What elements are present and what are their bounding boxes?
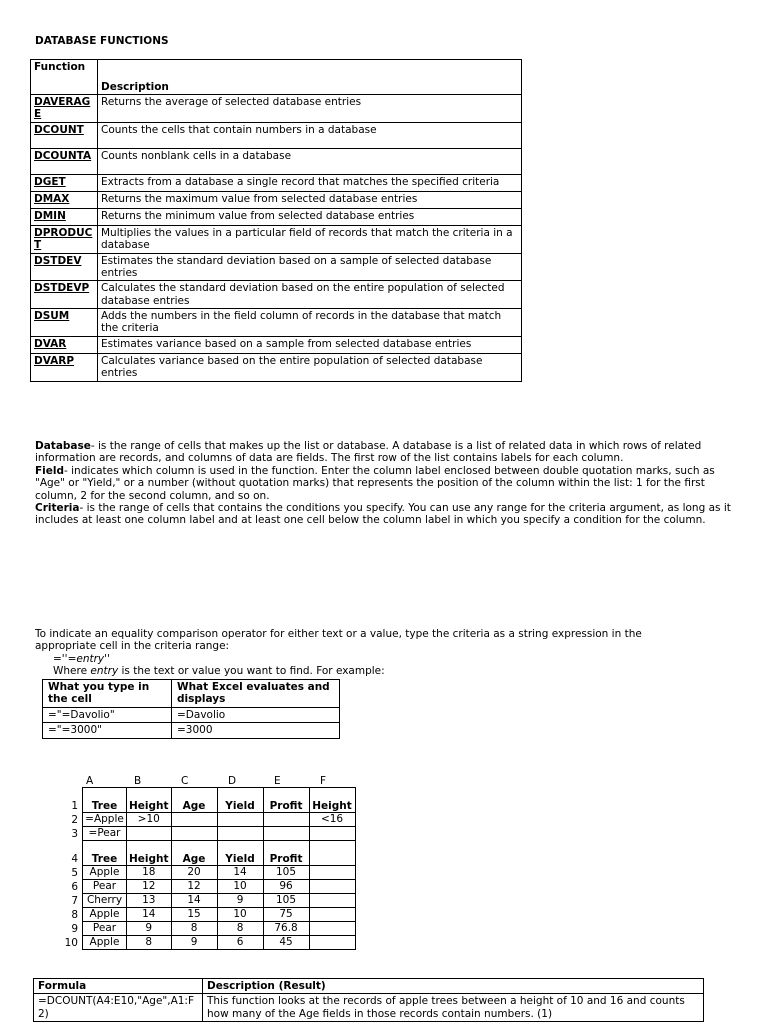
function-name[interactable]: DSTDEV: [31, 253, 98, 281]
function-description: Counts nonblank cells in a database: [98, 148, 522, 174]
table-row: [34, 994, 704, 1022]
column-letter: C: [181, 775, 189, 787]
function-name[interactable]: DCOUNTA: [31, 148, 98, 174]
table-row: [43, 707, 340, 722]
sheet-cell: Height: [309, 788, 355, 813]
function-description: Estimates variance based on a sample from selected database entries: [98, 336, 522, 353]
table-row: [31, 225, 522, 253]
field-definition: [35, 465, 735, 502]
criteria-definition: [35, 502, 735, 527]
sheet-cell: 9: [217, 894, 263, 908]
function-description: Returns the minimum value from selected database entries: [98, 208, 522, 225]
sheet-cell: Tree: [83, 841, 127, 866]
sheet-cell: 76.8: [263, 922, 309, 936]
sheet-cell: [309, 880, 355, 894]
sheet-cell: Pear: [83, 922, 127, 936]
column-letter: B: [134, 775, 142, 787]
sheet-cell: Cherry: [83, 894, 127, 908]
table-header-row: [31, 60, 522, 95]
column-letter: A: [86, 775, 94, 787]
sheet-cell: 8: [127, 936, 172, 950]
column-header-type: What you type in the cell: [43, 680, 172, 708]
row-number: 4: [71, 853, 78, 866]
table-row: [31, 253, 522, 281]
function-name[interactable]: DCOUNT: [31, 122, 98, 148]
sheet-cell: Age: [171, 788, 217, 813]
sheet-cell: 13: [127, 894, 172, 908]
equality-formula: [35, 653, 675, 665]
argument-definitions: [35, 440, 735, 527]
evaluated-value: =Davolio: [172, 707, 340, 722]
sheet-row: [58, 922, 355, 936]
formula-entry: entry: [76, 652, 105, 665]
sheet-cell: Height: [127, 841, 172, 866]
sheet-row: [58, 813, 355, 827]
sheet-cell: 12: [127, 880, 172, 894]
column-header-formula: Formula: [34, 979, 203, 994]
sheet-cell: =Pear: [83, 827, 127, 841]
sheet-cell: Apple: [83, 936, 127, 950]
sheet-row: [58, 788, 355, 813]
function-name[interactable]: DSUM: [31, 309, 98, 337]
sheet-cell: [171, 813, 217, 827]
sheet-cell: [309, 827, 355, 841]
table-header-row: [43, 680, 340, 708]
function-name[interactable]: DSTDEVP: [31, 281, 98, 309]
table-row: [31, 281, 522, 309]
database-term: Database: [35, 440, 91, 452]
table-row: [31, 148, 522, 174]
column-letter: D: [228, 775, 237, 787]
sheet-cell: [309, 908, 355, 922]
table-row: [31, 353, 522, 381]
typed-value: ="=Davolio": [43, 707, 172, 722]
function-description: Extracts from a database a single record that matches the specified criteria: [98, 174, 522, 191]
sheet-cell: 105: [263, 866, 309, 880]
column-header-description: Description: [98, 60, 522, 95]
sheet-cell: 45: [263, 936, 309, 950]
function-name[interactable]: DVARP: [31, 353, 98, 381]
row-number: 8: [71, 909, 78, 922]
column-header-function: Function: [31, 60, 98, 95]
table-row: [31, 208, 522, 225]
table-row: [31, 122, 522, 148]
sheet-row: [58, 908, 355, 922]
sheet-cell: 9: [127, 922, 172, 936]
formula-suffix: '': [104, 652, 110, 665]
database-text: - is the range of cells that makes up the list or database. A database is a list of related data in which rows of related information are records, and columns of data are fields. The first row of the list contains labels for each column.: [35, 440, 702, 465]
sheet-cell: Apple: [83, 908, 127, 922]
sheet-cell: [127, 827, 172, 841]
function-description: Returns the average of selected database entries: [98, 95, 522, 123]
sheet-cell: 96: [263, 880, 309, 894]
row-number: 5: [71, 867, 78, 880]
sheet-cell: [309, 866, 355, 880]
row-number: 2: [71, 814, 78, 827]
field-text: - indicates which column is used in the function. Enter the column label enclosed between double quotation marks, such as "Age" or "Yield," or a number (without quotation marks) that represents the position of the column within the list: 1 for the first column, 2 for the second column, and so on.: [35, 464, 715, 502]
sheet-cell: 6: [217, 936, 263, 950]
sheet-cell: [217, 827, 263, 841]
sheet-cell: [309, 841, 355, 866]
sheet-cell: [309, 922, 355, 936]
sheet-row: [58, 894, 355, 908]
sheet-cell: 14: [127, 908, 172, 922]
formula-table: [33, 978, 704, 1022]
sheet-cell: 8: [171, 922, 217, 936]
function-description: Calculates the standard deviation based on the entire population of selected database entries: [98, 281, 522, 309]
functions-table: [30, 59, 522, 382]
sheet-cell: =Apple: [83, 813, 127, 827]
sheet-cell: Profit: [263, 841, 309, 866]
sheet-cell: 20: [171, 866, 217, 880]
sheet-cell: 75: [263, 908, 309, 922]
table-row: [31, 336, 522, 353]
sheet-cell: Profit: [263, 788, 309, 813]
function-description: Adds the numbers in the field column of records in the database that match the criteria: [98, 309, 522, 337]
column-letter: F: [320, 775, 327, 787]
equality-instructions: [35, 628, 675, 678]
sheet-cell: 15: [171, 908, 217, 922]
formula-prefix: =''=: [53, 652, 77, 665]
sheet-cell: 105: [263, 894, 309, 908]
equality-where: [35, 665, 675, 677]
sheet-cell: 12: [171, 880, 217, 894]
sheet-cell: Pear: [83, 880, 127, 894]
sheet-cell: Apple: [83, 866, 127, 880]
page-title: DATABASE FUNCTIONS: [35, 35, 169, 47]
table-header-row: [34, 979, 704, 994]
where-suffix: is the text or value you want to find. For example:: [118, 665, 385, 678]
column-header-description: Description (Result): [203, 979, 704, 994]
criteria-term: Criteria: [35, 501, 80, 514]
sheet-cell: >10: [127, 813, 172, 827]
example-spreadsheet: [58, 787, 356, 950]
sheet-cell: Yield: [217, 841, 263, 866]
sheet-cell: Age: [171, 841, 217, 866]
function-name[interactable]: DVAR: [31, 336, 98, 353]
sheet-cell: 14: [171, 894, 217, 908]
field-term: Field: [35, 464, 65, 477]
table-row: [31, 95, 522, 123]
sheet-cell: Tree: [83, 788, 127, 813]
function-name[interactable]: DAVERAGE: [31, 95, 98, 123]
where-entry: entry: [90, 665, 119, 678]
sheet-row: [58, 827, 355, 841]
criteria-text: - is the range of cells that contains the conditions you specify. You can use any range for the criteria argument, as long as it includes at least one column label and at least one cell below the column label in which you specify a condition for the column.: [35, 501, 731, 527]
sheet-cell: <16: [309, 813, 355, 827]
function-name[interactable]: DMAX: [31, 191, 98, 208]
function-description: Estimates the standard deviation based on a sample of selected database entries: [98, 253, 522, 281]
sheet-cell: [263, 813, 309, 827]
where-prefix: Where: [53, 665, 91, 678]
formula-description: This function looks at the records of apple trees between a height of 10 and 16 and counts how many of the Age fields in those records contain numbers. (1): [203, 994, 704, 1022]
row-number: 7: [71, 895, 78, 908]
sheet-cell: [263, 827, 309, 841]
sheet-cell: 10: [217, 908, 263, 922]
function-description: Returns the maximum value from selected database entries: [98, 191, 522, 208]
function-description: Counts the cells that contain numbers in a database: [98, 122, 522, 148]
sheet-cell: [217, 813, 263, 827]
sheet-cell: 10: [217, 880, 263, 894]
sheet-cell: Height: [127, 788, 172, 813]
row-number: 3: [71, 828, 78, 841]
evaluated-value: =3000: [172, 723, 340, 738]
table-row: [31, 174, 522, 191]
column-letters: [86, 775, 406, 787]
function-description: Calculates variance based on the entire population of selected database entries: [98, 353, 522, 381]
row-number: 9: [71, 923, 78, 936]
sheet-cell: 18: [127, 866, 172, 880]
sheet-row: [58, 866, 355, 880]
table-row: [43, 723, 340, 738]
table-row: [31, 309, 522, 337]
sheet-row: [58, 936, 355, 950]
equality-examples-table: [42, 679, 340, 739]
column-letter: E: [274, 775, 281, 787]
table-row: [31, 191, 522, 208]
row-number: 6: [71, 881, 78, 894]
sheet-cell: Yield: [217, 788, 263, 813]
sheet-row: [58, 841, 355, 866]
typed-value: ="=3000": [43, 723, 172, 738]
function-name[interactable]: DPRODUCT: [31, 225, 98, 253]
equality-intro: To indicate an equality comparison operator for either text or a value, type the criteria as a string expression in the appropriate cell in the criteria range:: [35, 628, 642, 653]
sheet-cell: 8: [217, 922, 263, 936]
formula-cell: =DCOUNT(A4:E10,"Age",A1:F2): [34, 994, 203, 1022]
column-header-evaluates: What Excel evaluates and displays: [172, 680, 340, 708]
database-definition: [35, 440, 735, 465]
sheet-row: [58, 880, 355, 894]
row-number: 10: [64, 937, 78, 950]
sheet-cell: [309, 894, 355, 908]
row-number: 1: [71, 800, 78, 813]
function-name[interactable]: DGET: [31, 174, 98, 191]
sheet-cell: 14: [217, 866, 263, 880]
function-description: Multiplies the values in a particular field of records that match the criteria in a database: [98, 225, 522, 253]
sheet-cell: 9: [171, 936, 217, 950]
function-name[interactable]: DMIN: [31, 208, 98, 225]
sheet-cell: [171, 827, 217, 841]
sheet-cell: [309, 936, 355, 950]
